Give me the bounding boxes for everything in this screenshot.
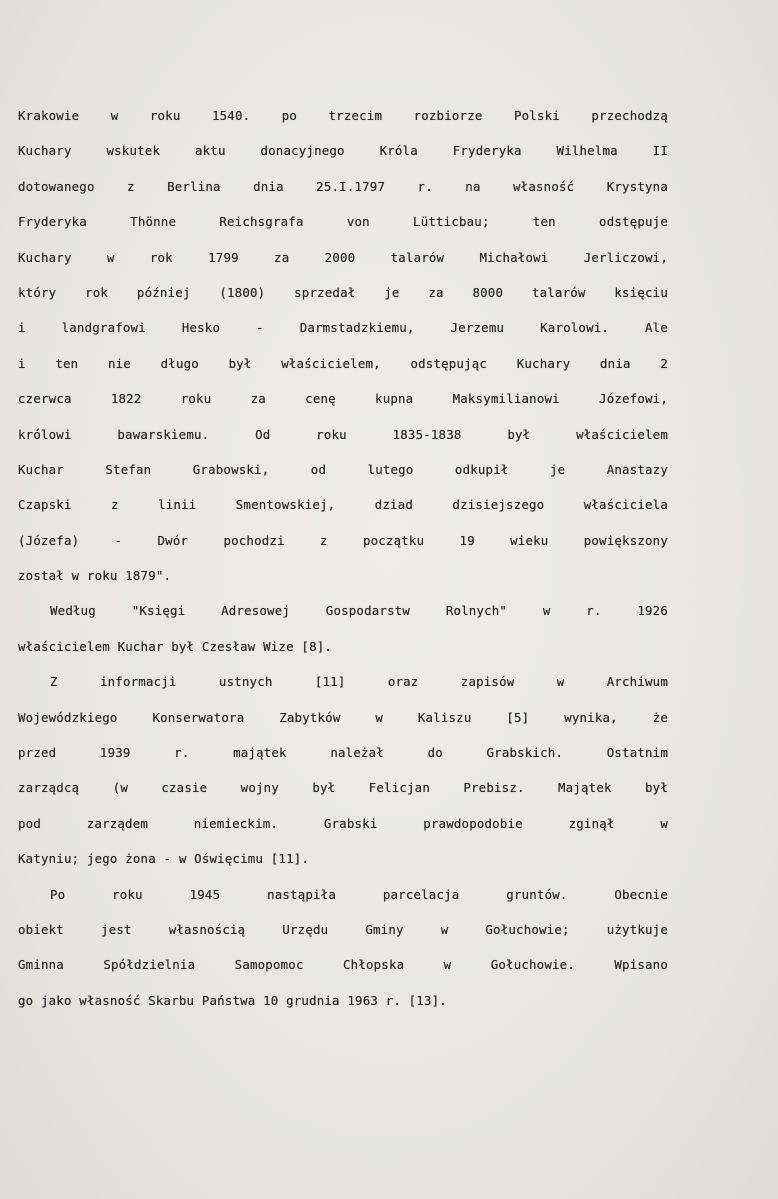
text-line: Katyniu; jego żona - w Oświęcimu [11]. — [18, 851, 310, 867]
text-line: Wojewódzkiego Konserwatora Zabytków w Kaliszu [5] wynika, że — [18, 709, 668, 725]
text-line: właścicielem Kuchar był Czesław Wize [8]. — [18, 638, 333, 654]
text-line: i landgrafowi Hesko - Darmstadzkiemu, Jerzemu Karolowi. Ale — [18, 320, 668, 336]
text-line: Po roku 1945 nastąpiła parcelacja gruntów. Obecnie — [50, 886, 668, 902]
text-line: został w roku 1879". — [18, 568, 172, 584]
text-line: który rok później (1800) sprzedał je za 8000 talarów księciu — [18, 284, 668, 300]
text-line: Kuchar Stefan Grabowski, od lutego odkupił je Anastazy — [18, 461, 668, 477]
text-line: i ten nie długo był właścicielem, odstępując Kuchary dnia 2 — [18, 355, 668, 371]
text-line: Krakowie w roku 1540. po trzecim rozbiorze Polski przechodzą — [18, 108, 668, 123]
text-line: Czapski z linii Smentowskiej, dziad dzisiejszego właściciela — [18, 497, 668, 513]
text-line: królowi bawarskiemu. Od roku 1835-1838 był właścicielem — [18, 426, 668, 442]
text-line: obiekt jest własnością Urzędu Gminy w Gołuchowie; użytkuje — [18, 921, 668, 937]
text-line: go jako własność Skarbu Państwa 10 grudnia 1963 r. [13]. — [18, 992, 447, 1008]
text-line: Kuchary w rok 1799 za 2000 talarów Michałowi Jerliczowi, — [18, 249, 668, 265]
text-line: zarządcą (w czasie wojny był Felicjan Prebisz. Majątek był — [18, 780, 668, 796]
text-line: dotowanego z Berlina dnia 25.I.1797 r. na własność Krystyna — [18, 178, 668, 194]
text-line: Z informacji ustnych [11] oraz zapisów w Archiwum — [50, 674, 668, 690]
text-line: czerwca 1822 roku za cenę kupna Maksymilianowi Józefowi, — [18, 391, 668, 407]
text-line: Kuchary wskutek aktu donacyjnego Króla Fryderyka Wilhelma II — [18, 143, 668, 159]
text-line: Gminna Spółdzielnia Samopomoc Chłopska w Gołuchowie. Wpisano — [18, 957, 668, 973]
text-line: (Józefa) - Dwór pochodzi z początku 19 wieku powiększony — [18, 532, 668, 548]
text-line: Fryderyka Thönne Reichsgrafa von Lütticbau; ten odstępuje — [18, 214, 668, 230]
text-line: przed 1939 r. majątek należał do Grabskich. Ostatnim — [18, 745, 668, 761]
text-line: Według "Księgi Adresowej Gospodarstw Rolnych" w r. 1926 — [50, 603, 668, 619]
text-line: pod zarządem niemieckim. Grabski prawdopodobie zginął w — [18, 815, 668, 831]
document-body — [18, 98, 668, 1018]
